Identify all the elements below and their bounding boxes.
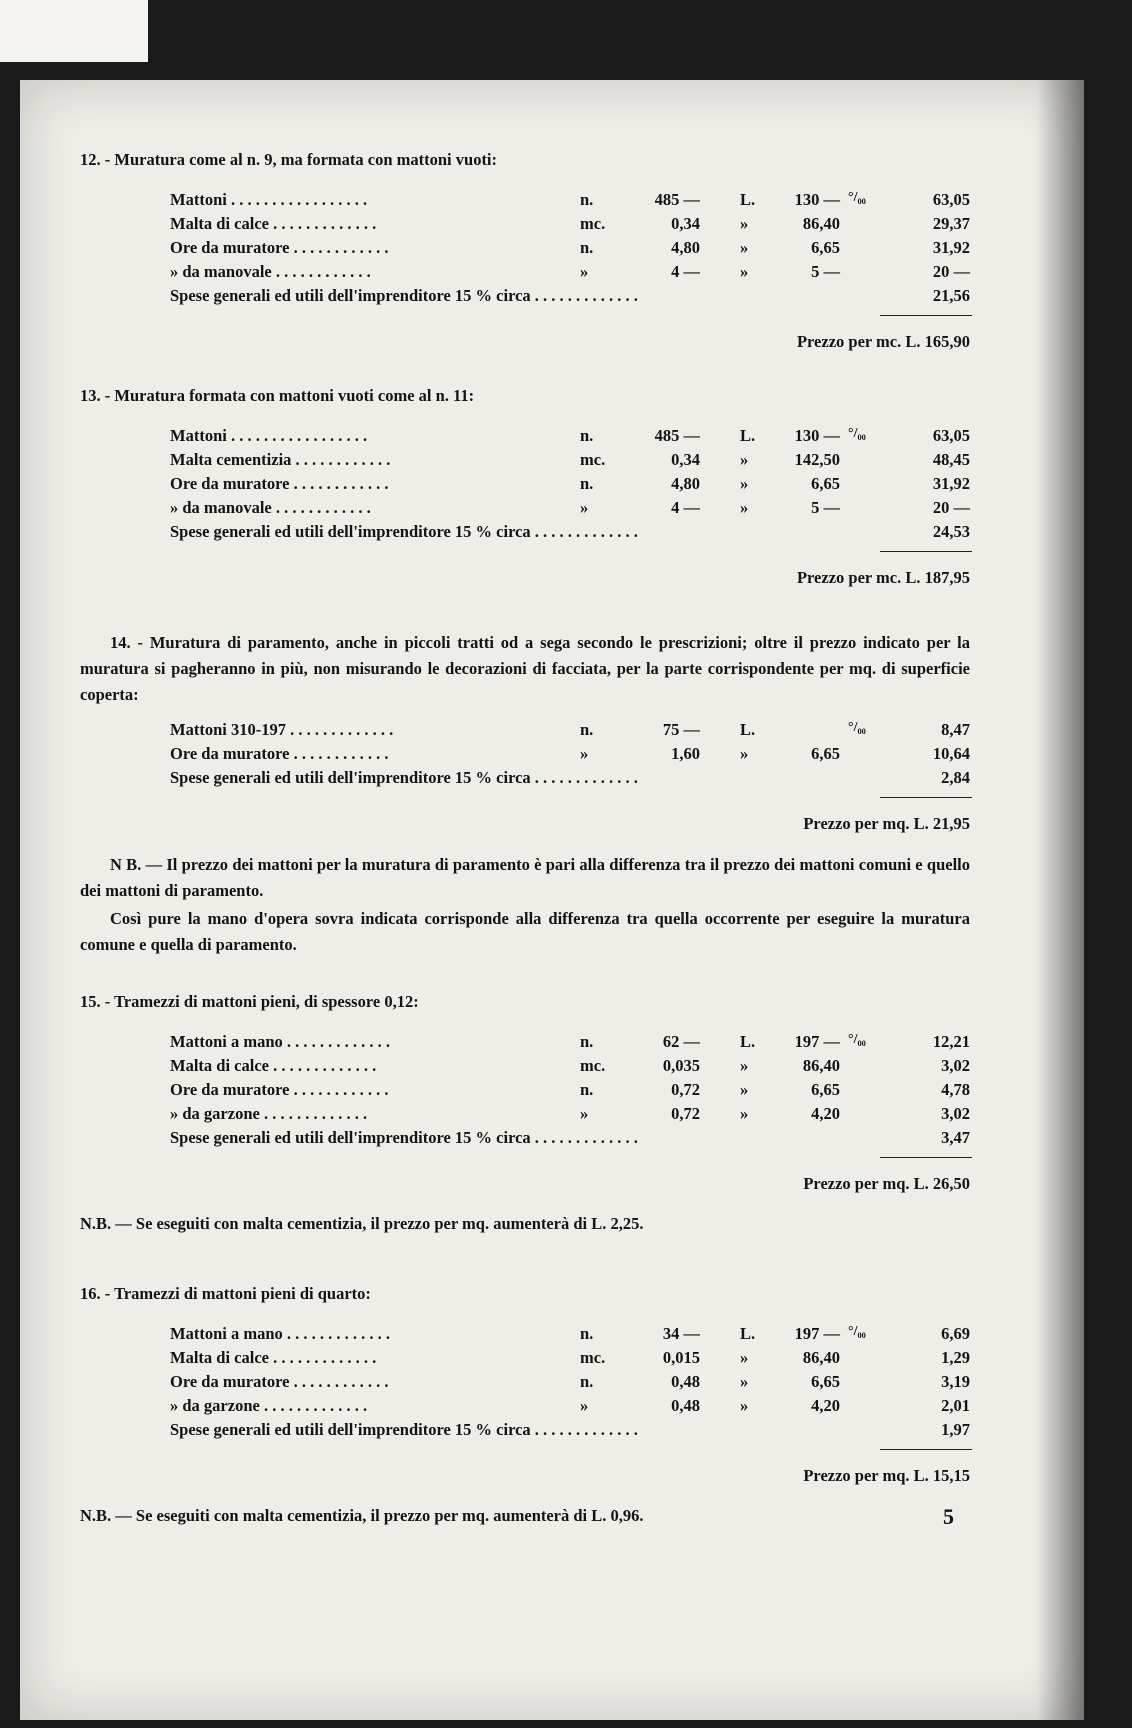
item-amount: 31,92	[932, 238, 970, 257]
item-amount: 3,02	[941, 1104, 970, 1123]
item-qty: 0,015	[662, 1348, 700, 1367]
item-amount: 63,05	[932, 190, 970, 209]
section-15-total: Prezzo per mq. L. 26,50	[803, 1174, 970, 1193]
item-price: 130 —	[794, 426, 840, 445]
item-qty: 485 —	[654, 426, 700, 445]
item-amount: 12,21	[932, 1032, 970, 1051]
item-desc: Malta di calce . . . . . . . . . . . . .	[170, 1348, 377, 1367]
item-desc: Mattoni a mano . . . . . . . . . . . . .	[170, 1032, 390, 1051]
item-unit: mc.	[580, 214, 606, 233]
item-currency: L.	[740, 1032, 756, 1051]
section-13-row	[170, 474, 970, 498]
item-currency: »	[740, 498, 749, 517]
item-permil: °/₀₀	[848, 426, 866, 441]
item-amount: 63,05	[932, 426, 970, 445]
item-price: 4,20	[811, 1104, 840, 1123]
section-13-row	[170, 450, 970, 474]
item-desc: Ore da muratore . . . . . . . . . . . .	[170, 1372, 389, 1391]
section-16-row	[170, 1396, 970, 1420]
section-12-row	[170, 214, 970, 238]
item-qty: 0,72	[671, 1080, 700, 1099]
item-price: 130 —	[794, 190, 840, 209]
item-qty: 4 —	[671, 498, 700, 517]
item-price: 142,50	[794, 450, 840, 469]
sum-rule	[880, 551, 972, 552]
item-qty: 4 —	[671, 262, 700, 281]
item-qty: 1,60	[671, 744, 700, 763]
item-unit: n.	[580, 238, 594, 257]
spese-amount: 1,97	[941, 1420, 970, 1439]
section-14-total: Prezzo per mq. L. 21,95	[803, 814, 970, 833]
item-unit: »	[580, 744, 589, 763]
item-amount: 29,37	[932, 214, 970, 233]
section-14-row	[170, 744, 970, 768]
item-unit: »	[580, 1104, 589, 1123]
item-qty: 0,48	[671, 1396, 700, 1415]
item-currency: »	[740, 1056, 749, 1075]
item-qty: 0,34	[671, 214, 700, 233]
item-currency: »	[740, 262, 749, 281]
item-amount: 4,78	[941, 1080, 970, 1099]
item-amount: 3,02	[941, 1056, 970, 1075]
item-price: 86,40	[802, 214, 840, 233]
section-12-row	[170, 238, 970, 262]
section-15-row	[170, 1080, 970, 1104]
item-amount: 48,45	[932, 450, 970, 469]
item-currency: »	[740, 1396, 749, 1415]
item-desc: Ore da muratore . . . . . . . . . . . .	[170, 474, 389, 493]
section-13-heading: 13. - Muratura formata con mattoni vuoti come al n. 11:	[80, 386, 475, 405]
item-unit: n.	[580, 1372, 594, 1391]
item-qty: 4,80	[671, 238, 700, 257]
item-currency: »	[740, 1372, 749, 1391]
item-qty: 34 —	[662, 1324, 700, 1343]
item-amount: 3,19	[941, 1372, 970, 1391]
section-12-total: Prezzo per mc. L. 165,90	[796, 332, 970, 351]
item-unit: n.	[580, 426, 594, 445]
item-desc: » da manovale . . . . . . . . . . . .	[170, 498, 371, 517]
section-16-row	[170, 1324, 970, 1348]
item-unit: »	[580, 498, 589, 517]
item-currency: »	[740, 1080, 749, 1099]
spese-amount: 3,47	[941, 1128, 970, 1147]
item-unit: n.	[580, 1080, 594, 1099]
item-currency: »	[740, 744, 749, 763]
section-16-spese-row	[170, 1420, 970, 1444]
item-desc: Mattoni . . . . . . . . . . . . . . . . .	[170, 190, 368, 209]
item-amount: 20 —	[932, 498, 970, 517]
item-price: 6,65	[811, 474, 840, 493]
section-16-row	[170, 1372, 970, 1396]
item-amount: 1,29	[941, 1348, 970, 1367]
section-15-row	[170, 1104, 970, 1128]
note-14-b: Così pure la mano d'opera sovra indicata corrisponde alla differenza tra quella occorrente per eseguire la muratura comune e quella di paramento.	[80, 909, 970, 954]
section-16-row	[170, 1348, 970, 1372]
spese-amount: 21,56	[932, 286, 970, 305]
item-unit: n.	[580, 190, 594, 209]
item-unit: n.	[580, 1032, 594, 1051]
item-price: 197 —	[794, 1032, 840, 1051]
item-unit: mc.	[580, 1348, 606, 1367]
item-desc: Malta cementizia . . . . . . . . . . . .	[170, 450, 391, 469]
item-price: 6,65	[811, 1080, 840, 1099]
section-13-row	[170, 498, 970, 522]
item-desc: Ore da muratore . . . . . . . . . . . .	[170, 1080, 389, 1099]
item-amount: 2,01	[941, 1396, 970, 1415]
item-price: 6,65	[811, 1372, 840, 1391]
item-amount: 6,69	[941, 1324, 970, 1343]
item-desc: Mattoni . . . . . . . . . . . . . . . . .	[170, 426, 368, 445]
section-15-spese-row	[170, 1128, 970, 1152]
spese-desc: Spese generali ed utili dell'imprenditore 15 % circa . . . . . . . . . . . . .	[170, 1128, 638, 1147]
item-unit: n.	[580, 720, 594, 739]
item-permil: °/₀₀	[848, 1032, 866, 1047]
section-12-spese-row	[170, 286, 970, 310]
item-price: 86,40	[802, 1056, 840, 1075]
item-unit: mc.	[580, 1056, 606, 1075]
sum-rule	[880, 797, 972, 798]
section-13-row	[170, 426, 970, 450]
item-desc: Malta di calce . . . . . . . . . . . . .	[170, 1056, 377, 1075]
section-16-total: Prezzo per mq. L. 15,15	[803, 1466, 970, 1485]
section-13-total: Prezzo per mc. L. 187,95	[796, 568, 970, 587]
item-price: 6,65	[811, 744, 840, 763]
item-qty: 4,80	[671, 474, 700, 493]
item-unit: n.	[580, 1324, 594, 1343]
item-price: 5 —	[811, 498, 840, 517]
item-currency: L.	[740, 1324, 756, 1343]
item-unit: »	[580, 262, 589, 281]
item-qty: 485 —	[654, 190, 700, 209]
item-unit: n.	[580, 474, 594, 493]
section-12-row	[170, 190, 970, 214]
item-desc: » da manovale . . . . . . . . . . . .	[170, 262, 371, 281]
sum-rule	[880, 1449, 972, 1450]
item-desc: Mattoni a mano . . . . . . . . . . . . .	[170, 1324, 390, 1343]
item-currency: »	[740, 214, 749, 233]
section-15-heading: 15. - Tramezzi di mattoni pieni, di spessore 0,12:	[80, 992, 419, 1011]
item-price: 4,20	[811, 1396, 840, 1415]
note-14-a: N B. — Il prezzo dei mattoni per la muratura di paramento è pari alla differenza tra il prezzo dei mattoni comuni e quello dei mattoni di paramento.	[80, 855, 970, 900]
page-edge-shadow	[1036, 80, 1084, 1720]
document-page	[20, 80, 1084, 1720]
item-currency: »	[740, 1104, 749, 1123]
item-currency: »	[740, 474, 749, 493]
item-qty: 0,48	[671, 1372, 700, 1391]
item-amount: 31,92	[932, 474, 970, 493]
sum-rule	[880, 315, 972, 316]
item-desc: Mattoni 310-197 . . . . . . . . . . . . .	[170, 720, 394, 739]
note-15: N.B. — Se eseguiti con malta cementizia, il prezzo per mq. aumenterà di L. 2,25.	[80, 1214, 644, 1233]
item-price: 197 —	[794, 1324, 840, 1343]
spese-amount: 24,53	[932, 522, 970, 541]
sum-rule	[880, 1157, 972, 1158]
scan-border	[0, 0, 148, 62]
item-unit: mc.	[580, 450, 606, 469]
section-12-row	[170, 262, 970, 286]
item-price: 86,40	[802, 1348, 840, 1367]
item-price: 6,65	[811, 238, 840, 257]
item-currency: »	[740, 1348, 749, 1367]
item-permil: °/₀₀	[848, 1324, 866, 1339]
item-desc: » da garzone . . . . . . . . . . . . .	[170, 1104, 368, 1123]
item-unit: »	[580, 1396, 589, 1415]
item-currency: L.	[740, 720, 756, 739]
item-desc: » da garzone . . . . . . . . . . . . .	[170, 1396, 368, 1415]
item-desc: Ore da muratore . . . . . . . . . . . .	[170, 238, 389, 257]
item-price: 5 —	[811, 262, 840, 281]
section-14-spese-row	[170, 768, 970, 792]
item-permil: °/₀₀	[848, 190, 866, 205]
item-currency: L.	[740, 426, 756, 445]
item-qty: 0,34	[671, 450, 700, 469]
section-15-row	[170, 1032, 970, 1056]
item-amount: 8,47	[941, 720, 970, 739]
section-16-heading: 16. - Tramezzi di mattoni pieni di quarto:	[80, 1284, 371, 1303]
item-desc: Malta di calce . . . . . . . . . . . . .	[170, 214, 377, 233]
item-qty: 0,035	[662, 1056, 700, 1075]
item-permil: °/₀₀	[848, 720, 866, 735]
item-qty: 75 —	[662, 720, 700, 739]
spese-desc: Spese generali ed utili dell'imprenditore 15 % circa . . . . . . . . . . . . .	[170, 1420, 638, 1439]
spese-desc: Spese generali ed utili dell'imprenditore 15 % circa . . . . . . . . . . . . .	[170, 286, 638, 305]
section-13-spese-row	[170, 522, 970, 546]
section-14-heading: 14. - Muratura di paramento, anche in piccoli tratti od a sega secondo le prescrizioni; oltre il prezzo indicato per la muratura si pagheranno in più, non misurando le decorazioni di facciata, per la parte corrispondente per mq. di superficie coperta:	[80, 633, 970, 704]
section-14-row	[170, 720, 970, 744]
item-currency: »	[740, 450, 749, 469]
item-amount: 20 —	[932, 262, 970, 281]
item-currency: L.	[740, 190, 756, 209]
note-16: N.B. — Se eseguiti con malta cementizia, il prezzo per mq. aumenterà di L. 0,96.	[80, 1506, 644, 1525]
item-qty: 62 —	[662, 1032, 700, 1051]
item-desc: Ore da muratore . . . . . . . . . . . .	[170, 744, 389, 763]
section-15-row	[170, 1056, 970, 1080]
item-qty: 0,72	[671, 1104, 700, 1123]
spese-desc: Spese generali ed utili dell'imprenditore 15 % circa . . . . . . . . . . . . .	[170, 522, 638, 541]
page-number: 5	[943, 1504, 954, 1529]
spese-desc: Spese generali ed utili dell'imprenditore 15 % circa . . . . . . . . . . . . .	[170, 768, 638, 787]
item-amount: 10,64	[932, 744, 970, 763]
item-currency: »	[740, 238, 749, 257]
spese-amount: 2,84	[941, 768, 970, 787]
section-12-heading: 12. - Muratura come al n. 9, ma formata con mattoni vuoti:	[80, 150, 498, 169]
